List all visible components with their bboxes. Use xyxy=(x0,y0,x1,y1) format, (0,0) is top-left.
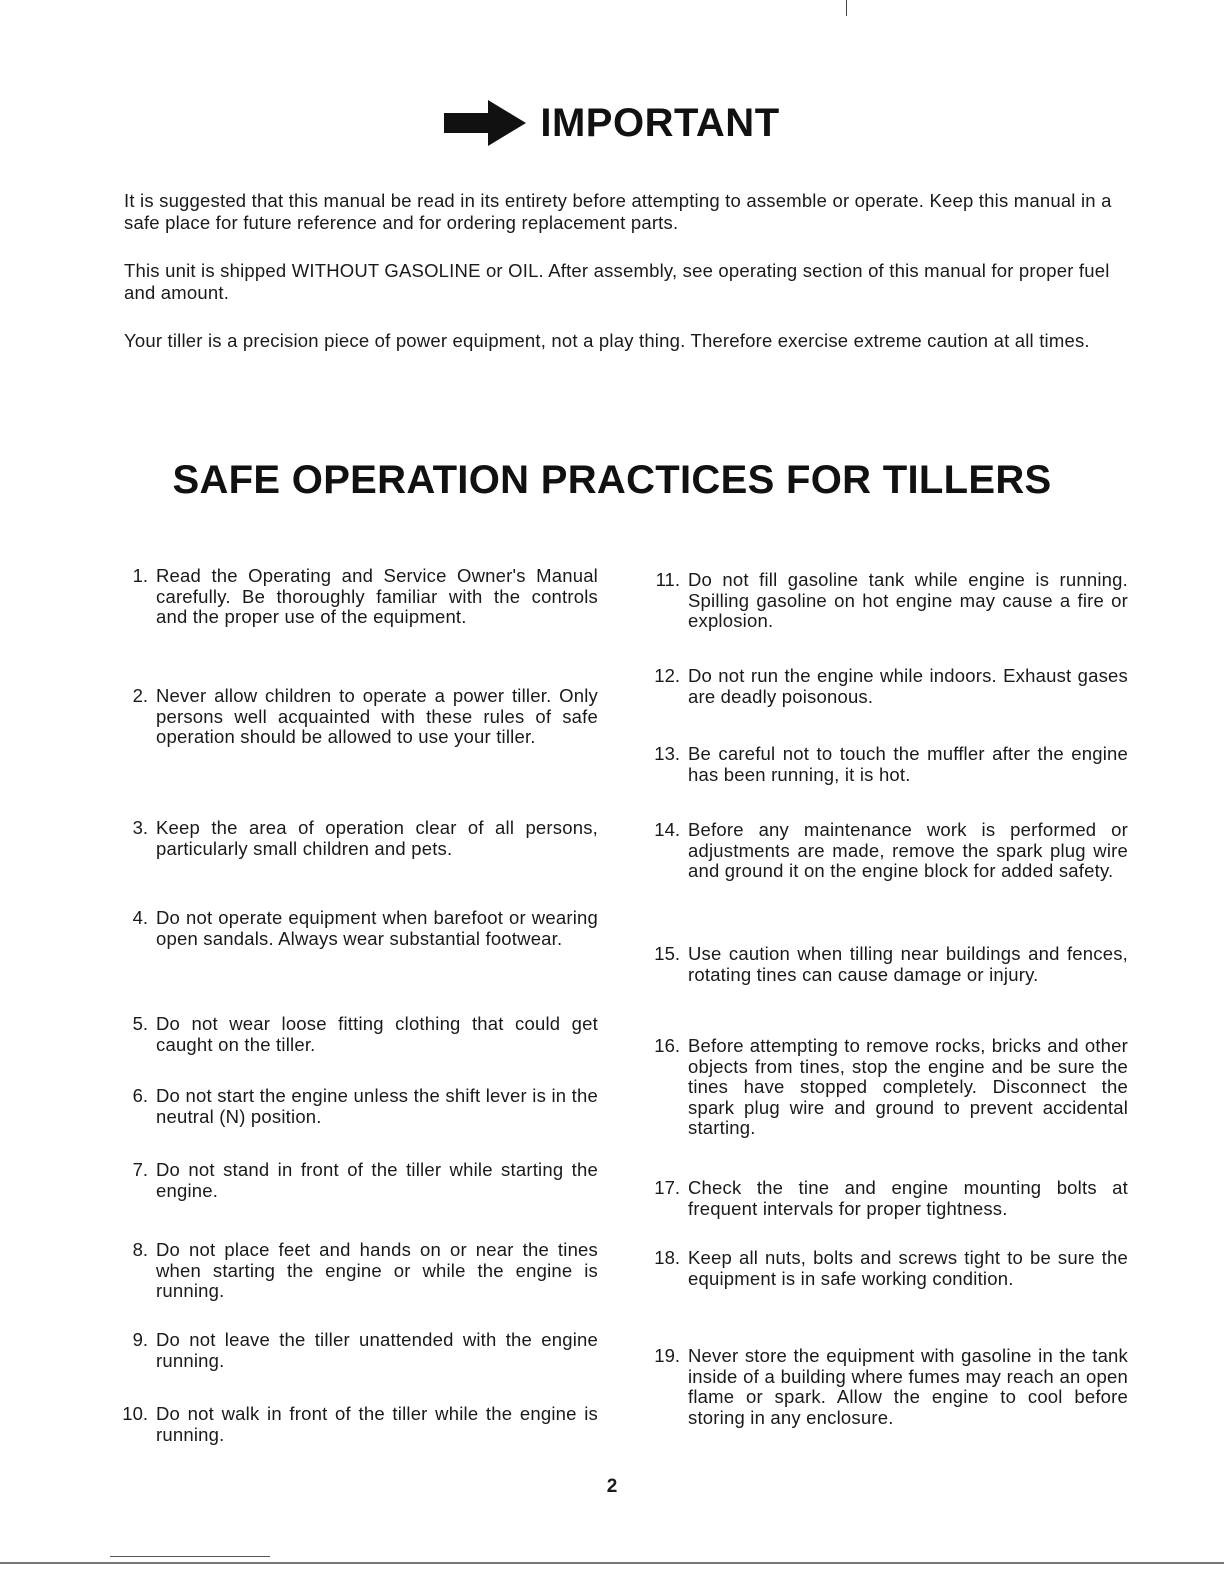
rule-text: Never allow children to operate a power tiller. Only persons well acquainted with these rules of safe operation should be allowed to use your tiller. xyxy=(156,685,598,747)
rule-text: Do not walk in front of the tiller while the engine is running. xyxy=(156,1403,598,1445)
section-title: SAFE OPERATION PRACTICES FOR TILLERS xyxy=(172,458,1052,502)
rule-text: Do not leave the tiller unattended with the engine running. xyxy=(156,1329,598,1371)
rule-text: Do not operate equipment when barefoot or wearing open sandals. Always wear substantial footwear. xyxy=(156,907,598,949)
rule-item xyxy=(640,1346,1128,1428)
rule-text: Do not fill gasoline tank while engine is running. Spilling gasoline on hot engine may cause a fire or explosion. xyxy=(688,569,1128,631)
rule-item xyxy=(108,1404,598,1445)
rule-text: Before any maintenance work is performed or adjustments are made, remove the spark plug wire and ground it on the engine block for added safety. xyxy=(688,819,1128,881)
rule-item xyxy=(108,818,598,859)
scan-mark xyxy=(846,0,847,16)
rule-text: Keep all nuts, bolts and screws tight to be sure the equipment is in safe working condition. xyxy=(688,1247,1128,1289)
rule-number: 4. xyxy=(132,907,148,928)
rule-item xyxy=(108,1160,598,1201)
rule-item xyxy=(640,744,1128,785)
rule-number: 8. xyxy=(132,1239,148,1260)
rule-number: 2. xyxy=(132,685,148,706)
rule-item xyxy=(640,944,1128,985)
rule-number: 16. xyxy=(654,1035,680,1056)
rule-text: Do not run the engine while indoors. Exhaust gases are deadly poisonous. xyxy=(688,665,1128,707)
rule-item xyxy=(108,1240,598,1302)
rule-number: 18. xyxy=(654,1247,680,1268)
rule-text: Do not stand in front of the tiller while starting the engine. xyxy=(156,1159,598,1201)
rule-text: Be careful not to touch the muffler after the engine has been running, it is hot. xyxy=(688,743,1128,785)
rule-number: 11. xyxy=(655,569,680,590)
rule-text: Keep the area of operation clear of all persons, particularly small children and pets. xyxy=(156,817,598,859)
rule-text: Do not place feet and hands on or near the tines when starting the engine or while the engine is running. xyxy=(156,1239,598,1301)
rule-item xyxy=(640,1178,1128,1219)
important-title: IMPORTANT xyxy=(540,100,780,145)
rule-text: Before attempting to remove rocks, bricks and other objects from tines, stop the engine and be sure the tines have stopped completely. Disconnect the spark plug wire and ground to prevent accidental starting. xyxy=(688,1035,1128,1138)
rule-item xyxy=(640,570,1128,632)
rule-text: Never store the equipment with gasoline in the tank inside of a building where fumes may reach an open flame or spark. Allow the engine to cool before storing in any enclosure. xyxy=(688,1345,1128,1428)
rule-number: 7. xyxy=(132,1159,148,1180)
rule-item xyxy=(640,1036,1128,1139)
rule-number: 12. xyxy=(654,665,680,686)
rule-item xyxy=(640,1248,1128,1289)
rule-item xyxy=(640,666,1128,707)
rule-number: 1. xyxy=(132,565,148,586)
rule-text: Read the Operating and Service Owner's Manual carefully. Be thoroughly familiar with the controls and the proper use of the equipment. xyxy=(156,565,598,627)
right-arrow-icon xyxy=(444,100,526,146)
rule-number: 3. xyxy=(132,817,148,838)
rule-number: 14. xyxy=(654,819,680,840)
page-number: 2 xyxy=(606,1476,618,1497)
rule-number: 13. xyxy=(654,743,680,764)
rule-item xyxy=(108,1086,598,1127)
scan-edge-line xyxy=(0,1562,1224,1564)
intro-paragraph: This unit is shipped WITHOUT GASOLINE or OIL. After assembly, see operating section of this manual for proper fuel and amount. xyxy=(124,260,1110,303)
important-header xyxy=(0,100,1224,146)
intro-paragraph: Your tiller is a precision piece of power equipment, not a play thing. Therefore exercise extreme caution at all times. xyxy=(124,330,1090,351)
rule-item xyxy=(108,686,598,748)
rule-number: 17. xyxy=(654,1177,680,1198)
rule-number: 19. xyxy=(654,1345,680,1366)
rule-number: 6. xyxy=(132,1085,148,1106)
rule-number: 5. xyxy=(132,1013,148,1034)
rule-item xyxy=(640,820,1128,882)
rule-item xyxy=(108,1330,598,1371)
rule-item xyxy=(108,566,598,628)
intro-section xyxy=(124,190,1134,378)
rule-text: Do not wear loose fitting clothing that could get caught on the tiller. xyxy=(156,1013,598,1055)
scan-edge-line xyxy=(110,1556,270,1557)
rule-item xyxy=(108,1014,598,1055)
intro-paragraph: It is suggested that this manual be read in its entirety before attempting to assemble or operate. Keep this manual in a safe place for future reference and for ordering replacement parts. xyxy=(124,190,1112,233)
rule-number: 15. xyxy=(654,943,680,964)
rule-text: Check the tine and engine mounting bolts at frequent intervals for proper tightness. xyxy=(688,1177,1128,1219)
rule-text: Do not start the engine unless the shift lever is in the neutral (N) position. xyxy=(156,1085,598,1127)
rule-number: 9. xyxy=(132,1329,148,1350)
rule-number: 10. xyxy=(122,1403,148,1424)
rule-text: Use caution when tilling near buildings and fences, rotating tines can cause damage or injury. xyxy=(688,943,1128,985)
rule-item xyxy=(108,908,598,949)
